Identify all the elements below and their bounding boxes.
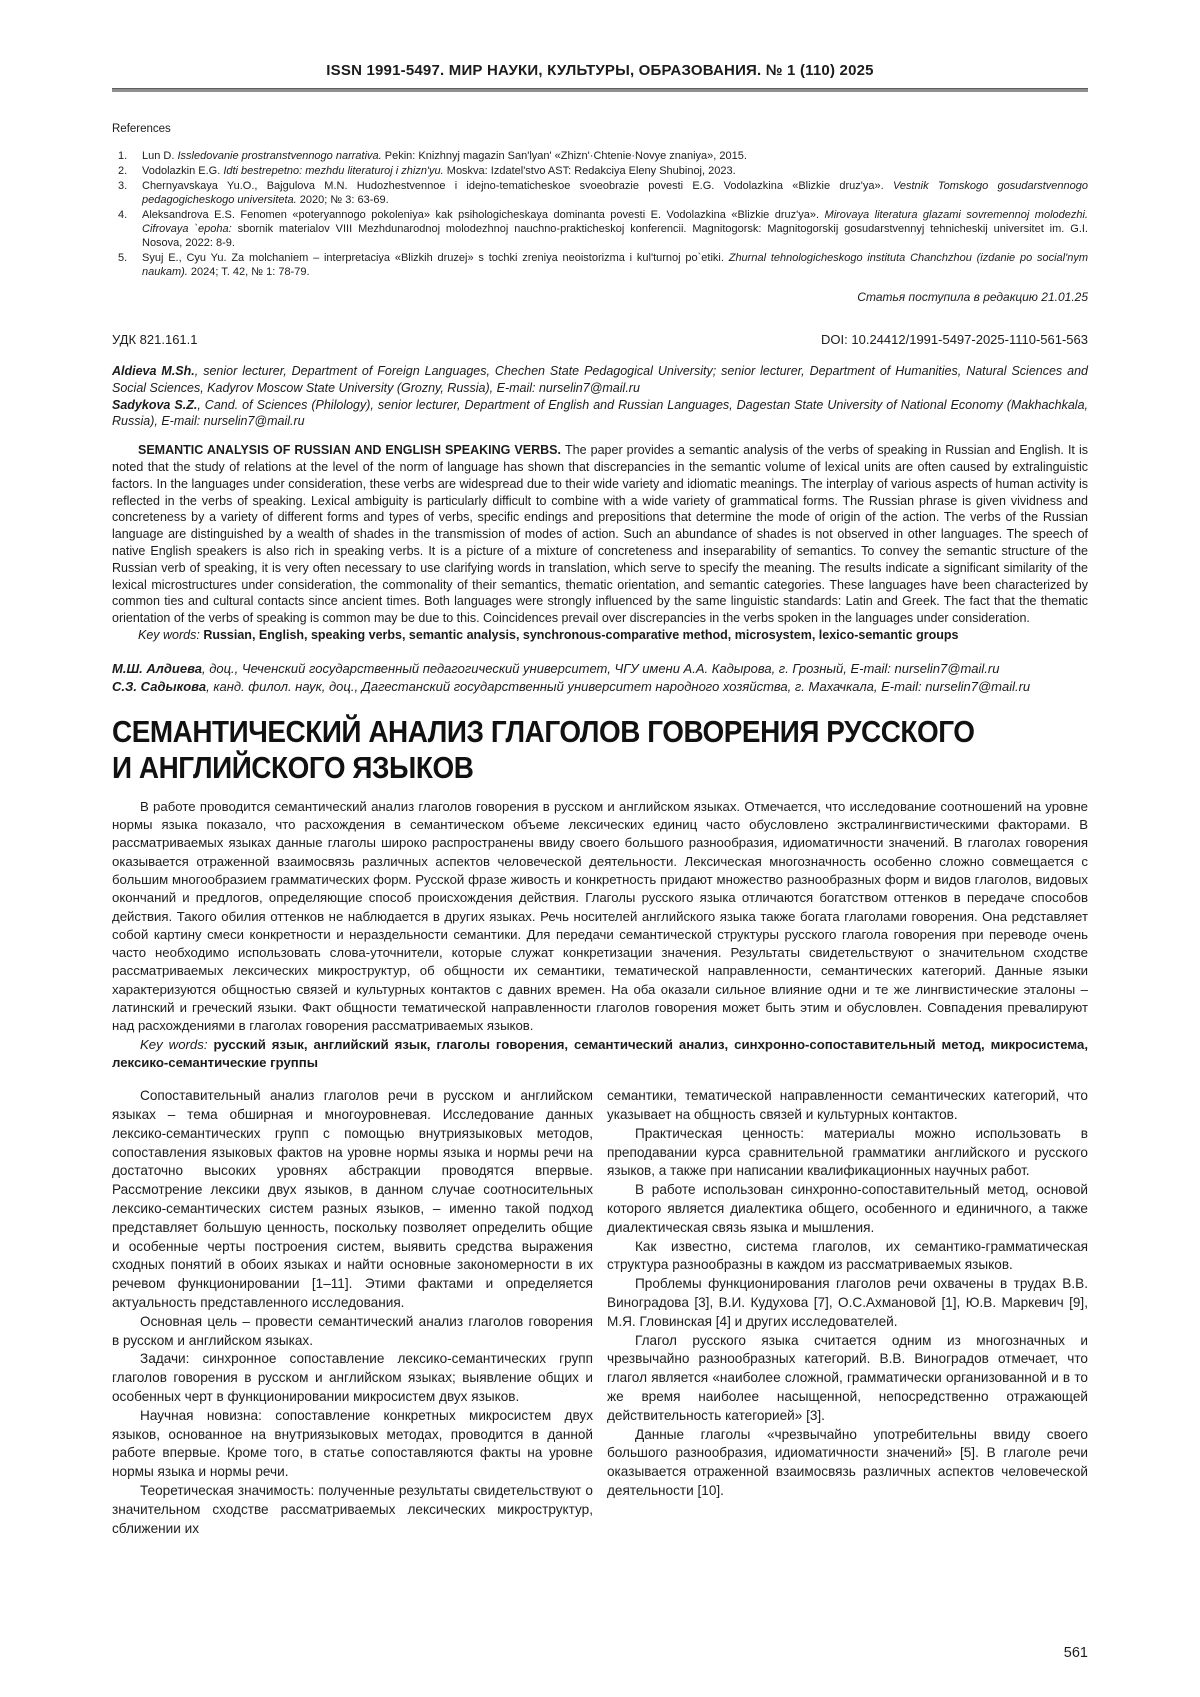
body-paragraph: Практическая ценность: материалы можно использовать в преподавании курса сравнительной грамматики английского и русского языков, а также при написании квалификационных научных работ. [607,1125,1088,1179]
references-heading: References [112,123,171,135]
reference-item [112,208,1088,250]
header-divider [112,88,1088,92]
body-paragraph: Сопоставительный анализ глаголов речи в русском и английском языках – тема обширная и многоуровневая. Исследование данных лексико-семантических групп с помощью внутриязыковых методов, сопоставления языковых фактов на уровне нормы языка и нормы речи на достаточно высоких уровнях абстракции проводятся впервые. Рассмотрение лексики двух языков, в данном случае соотносительных лексико-семантических систем разных языков, – именно такой подход представляет большую ценность, поскольку позволяет определить общие и особенные черты построения систем, выявить средства выражения сходных понятий в обоих языках и найти основные закономерности в их речевом функционировании [1–11]. Этими фактами и определяется актуальность представленного исследования. [112,1088,593,1310]
page-number: 561 [1063,1645,1088,1661]
body-paragraph: Основная цель – провести семантический анализ глаголов говорения в русском и английском языках. [112,1313,593,1348]
reference-text: Aleksandrova E.S. Fenomen «poteryannogo pokoleniya» kak psihologicheskaya dominanta povesti E. Vodolazkina «Blizkie druz'ya». Mirovaya literatura glazami sovremennoj molodezhi. Cifrovaya `epoha: sbornik materialov VIII Mezhdunarodnoj molodezhnoj nauchno-prakticheskoj konferencii. Magnitogorsk: Magnitogorskij gosudarstvennyj tehnicheskij universitet im. G.I. Nosova, 2022: 8-9. [142,209,1088,249]
abstract-russian: В работе проводится семантический анализ глаголов говорения в русском и английском языках. Отмечается, что исследование соотношений на уровне нормы языка показало, что расхождения в семантическом объеме лексических единиц часто обусловлено экстралингвистическими факторами. В рассматриваемых языках данные глаголы широко распространены ввиду своего большого разнообразия, идиоматичности значений. В глаголах говорения оказывается отраженной взаимосвязь различных аспектов человеческой деятельности. Лексическая многозначность особенно сложно совмещается с большим многообразием грамматических форм. Русской фразе живость и конкретность придают множество разнообразных форм и видов глаголов, видовых окончаний и предлогов, определяющие способ происхождения действия. Глаголы русского языка отличаются богатством оттенков в передаче способов действия. Такого обилия оттенков не наблюдается в других языках. Речь носителей английского языка также богата глаголами говорения. Она редставляет собой картину смеси конкретности и нераздельности семантики. Для передачи семантической структуры русского глагола говорения при переводе очень часто необходимо использовать слова-уточнители, которые служат конкретизации значения. Результаты свидетельствуют о значительном сходстве рассматриваемых лексических микроструктур, об общности их семантики, тематической направленности, семантических категорий. Данные языки характеризуются общностью связей и культурных контактов с давних времен. На оба оказали сильное влияние одни и те же лингвистические эталоны – латинский и греческий языки. Факт общности тематической направленности глаголов говорения может быть этим и обусловлен. Совпадения превалируют над расхождениями в глаголах говорения рассматриваемых языков. [112,798,1088,1034]
authors-english [112,363,1088,430]
authors-russian [112,660,1088,696]
doi-code: DOI: 10.24412/1991-5497-2025-1110-561-563 [821,332,1088,347]
body-paragraph: Данные глаголы «чрезвычайно употребительны ввиду своего большого разнообразия, идиоматичности значений» [5]. В глаголе речи оказывается отраженной взаимосвязь различных аспектов человеческой деятельности [10]. [607,1426,1088,1498]
reference-text: Lun D. Issledovanie prostranstvennogo narrativa. Pekin: Knizhnyj magazin San'lyan' «Zhizn'·Chtenie·Novye znaniya», 2015. [142,150,747,162]
keywords-russian: Key words: русский язык, английский язык, глаголы говорения, семантический анализ, синхронно-сопоставительный метод, микросистема, лексико-семантические группы [112,1036,1088,1070]
reference-number: 2. [118,165,128,177]
reference-number: 5. [118,252,128,264]
journal-issn-line: ISSN 1991-5497. МИР НАУКИ, КУЛЬТУРЫ, ОБРАЗОВАНИЯ. № 1 (110) 2025 [326,62,874,79]
reference-item [112,251,1088,279]
article-title [112,714,1088,786]
article-title-line2: И АНГЛИЙСКОГО ЯЗЫКОВ [112,749,474,785]
keywords-english: Key words: Russian, English, speaking verbs, semantic analysis, synchronous-comparative method, microsystem, lexico-semantic groups [138,627,959,642]
body-paragraph: В работе использован синхронно-сопоставительный метод, основой которого является диалектика общего, особенного и единичного, а также диалектическая связь языка и мышления. [607,1182,1088,1235]
reference-number: 4. [118,209,128,221]
abstract-english: SEMANTIC ANALYSIS OF RUSSIAN AND ENGLISH SPEAKING VERBS. The paper provides a semantic analysis of the verbs of speaking in Russian and English. It is noted that the study of relations at the level of the norm of language has shown that discrepancies in the semantic volume of lexical units are often caused by extralinguistic factors. In the languages under consideration, these verbs are widespread due to their wide variety and idiomatic meanings. The interplay of various aspects of human activity is reflected in the verbs of speaking. Lexical ambiguity is particularly difficult to combine with a wide variety of grammatical forms. The Russian phrase is given vividness and concreteness by a variety of different forms and types of verbs, specific endings and prepositions that determine the mode of origin of the action. The verbs of the Russian language are distinguished by a wealth of shades in the transmission of modes of action. Such an abundance of shades is not observed in other languages. The speech of native English speakers is also rich in speaking verbs. It is a picture of a mixture of concreteness and inseparability of semantics. To convey the semantic structure of the Russian verb of speaking, it is very often necessary to use clarifying words in translation, which serve to specify the meaning. The results indicate a significant similarity of the lexical microstructures under consideration, the commonality of their semantics, thematic orientation, and semantic categories. These languages have been characterized by common ties and cultural contacts since ancient times. Both languages were strongly influenced by the same linguistic standards: Latin and Greek. The fact that the thematic orientation of the verbs of speaking is common may be due to this. Coincidences prevail over discrepancies in the verbs spoken in the languages under consideration. [112,443,1088,626]
reference-item [112,179,1088,207]
reference-text: Chernyavskaya Yu.O., Bajgulova M.N. Hudozhestvennoe i idejno-tematicheskoe svoeobrazie povesti E.G. Vodolazkina «Blizkie druz'ya». Vestnik Tomskogo gosudarstvennogo pedagogicheskogo universiteta. 2020; № 3: 63-69. [142,180,1088,206]
received-date-note: Статья поступила в редакцию 21.01.25 [857,290,1088,304]
body-paragraph: Научная новизна: сопоставление конкретных микросистем двух языков, основанное на внутриязыковых методах, проводится в данной работе впервые. Кроме того, в статье сопоставляются факты на уровне нормы языка и нормы речи. [112,1407,593,1480]
body-paragraph: Глагол русского языка считается одним из многозначных и чрезвычайно разнообразных категорий. В.В. Виноградов отмечает, что глагол является «наиболее сложной, грамматически организованной и в то же время наиболее насыщенной, непосредственно отражающей действительность категорией» [3]. [607,1332,1088,1423]
author-line: С.З. Садыкова, канд. филол. наук, доц., Дагестанский государственный университет народного хозяйства, г. Махачкала, E-mail: nurselin7@mail.ru [112,678,1031,694]
body-paragraph: Теоретическая значимость: полученные результаты свидетельствуют о значительном сходстве рассматриваемых лексических микроструктур, сближении их [112,1482,593,1536]
body-paragraph: Проблемы функционирования глаголов речи охвачены в трудах В.В. Виноградова [3], В.И. Кудухова [7], О.С.Ахмановой [1], Ю.В. Маркевич [9], М.Я. Гловинская [4] и других исследователей. [607,1276,1088,1329]
body-paragraph: Как известно, система глаголов, их семантико-грамматическая структура разнообразны в каждом из рассматриваемых языков. [607,1238,1088,1273]
author-line: М.Ш. Алдиева, доц., Чеченский государственный педагогический университет, ЧГУ имени А.А. Кадырова, г. Грозный, E-mail: nurselin7@mail.ru [112,660,1000,676]
author-line: Aldieva M.Sh., senior lecturer, Department of Foreign Languages, Chechen State Pedagogical University; senior lecturer, Department of Humanities, Natural Sciences and Social Sciences, Kadyrov Moscow State University (Grozny, Russia), E-mail: nurselin7@mail.ru [112,364,1088,395]
reference-number: 1. [118,150,128,162]
udc-code: УДК 821.161.1 [112,332,198,347]
reference-text: Vodolazkin E.G. Idti bestrepetno: mezhdu literaturoj i zhizn'yu. Moskva: Izdatel'stvo AST: Redakciya Eleny Shubinoj, 2023. [142,165,736,177]
udc-doi-row [112,332,1088,347]
body-right-column [607,1087,1088,1538]
article-title-line1: СЕМАНТИЧЕСКИЙ АНАЛИЗ ГЛАГОЛОВ ГОВОРЕНИЯ РУССКОГО [112,713,975,749]
reference-item [112,164,1088,178]
reference-item [112,149,1088,163]
body-columns [112,1087,1088,1538]
reference-number: 3. [118,180,128,192]
page-header [112,62,1088,92]
body-left-column [112,1087,593,1538]
body-paragraph: Задачи: синхронное сопоставление лексико-семантических групп глаголов говорения в русском и английском языках; выявление общих и особенных черт в функционировании микросистем двух языков. [112,1351,593,1404]
references-section [112,122,1088,279]
author-line: Sadykova S.Z., Cand. of Sciences (Philology), senior lecturer, Department of English and Russian Languages, Dagestan State University of National Economy (Makhachkala, Russia), E-mail: nurselin7@mail.ru [112,397,1088,429]
reference-text: Syuj E., Cyu Yu. Za molchaniem – interpretaciya «Blizkih druzej» s tochki zreniya neoistorizma i kul'turnoj po`etiki. Zhurnal tehnologicheskogo instituta Chanchzhou (izdanie po social'nym naukam). 2024; T. 42, № 1: 78-79. [142,252,1089,278]
body-paragraph: семантики, тематической направленности семантических категорий, что указывает на общность связей и культурных контактов. [607,1088,1088,1122]
